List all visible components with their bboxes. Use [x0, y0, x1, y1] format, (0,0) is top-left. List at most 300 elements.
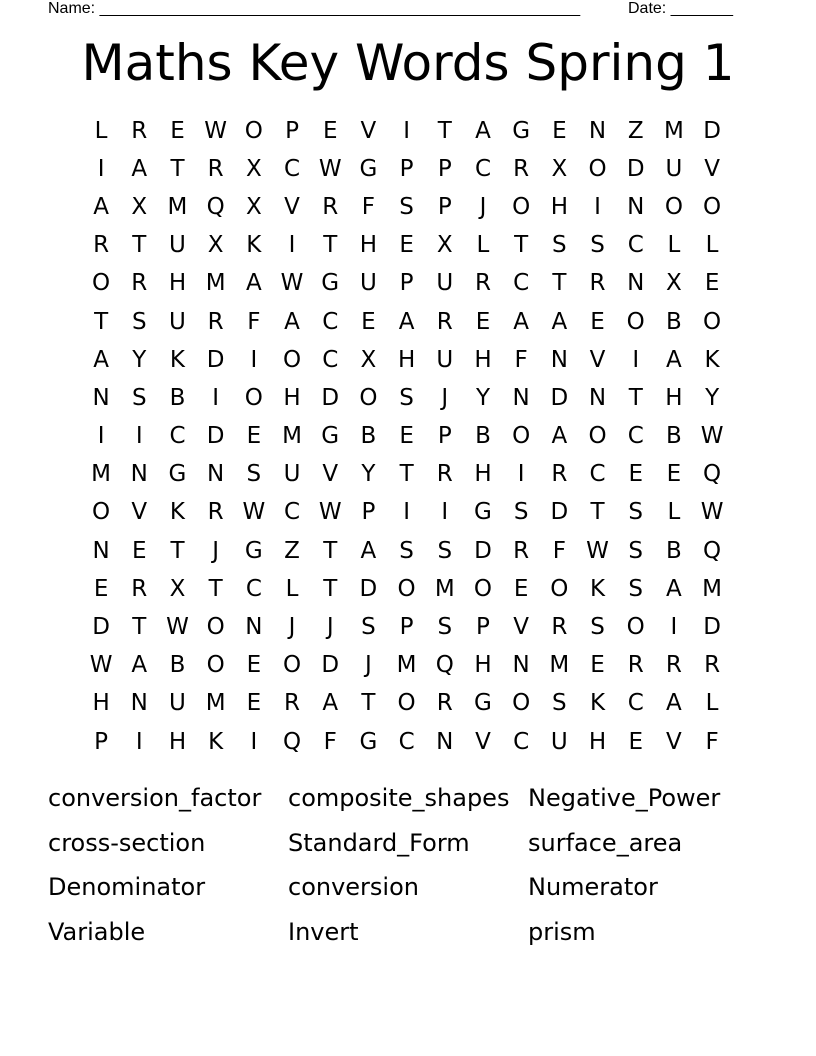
grid-letter[interactable]: I: [250, 346, 258, 373]
grid-letter[interactable]: N: [207, 461, 225, 488]
grid-letter[interactable]: T: [132, 614, 147, 641]
grid-letter[interactable]: X: [245, 193, 262, 220]
grid-letter[interactable]: I: [250, 728, 258, 755]
name-field[interactable]: Name: ______________________________________________________: [48, 0, 581, 17]
word-list-item: composite_shapes: [288, 784, 510, 812]
grid-letter[interactable]: S: [131, 384, 147, 411]
grid-letter[interactable]: O: [397, 575, 416, 602]
grid-letter[interactable]: G: [321, 270, 340, 297]
word-list-item: conversion: [288, 873, 419, 901]
grid-letter[interactable]: T: [323, 232, 338, 259]
grid-letter[interactable]: V: [666, 728, 682, 755]
grid-letter[interactable]: D: [550, 384, 569, 411]
grid-letter[interactable]: M: [282, 423, 302, 450]
grid-letter[interactable]: C: [627, 423, 644, 450]
grid-letter[interactable]: W: [89, 652, 113, 679]
grid-letter[interactable]: N: [130, 690, 148, 717]
grid-letter[interactable]: M: [205, 270, 226, 297]
grid-letter[interactable]: J: [441, 384, 449, 411]
grid-letter[interactable]: A: [93, 346, 109, 373]
grid-letter[interactable]: J: [212, 537, 220, 564]
grid-letter[interactable]: H: [588, 728, 607, 755]
grid-letter[interactable]: U: [169, 232, 186, 259]
grid-letter[interactable]: L: [705, 232, 719, 259]
grid-letter[interactable]: O: [206, 652, 225, 679]
grid-letter[interactable]: H: [168, 728, 187, 755]
grid-letter[interactable]: T: [437, 117, 452, 144]
grid-letter[interactable]: E: [513, 575, 529, 602]
grid-letter[interactable]: E: [322, 117, 338, 144]
grid-letter[interactable]: O: [244, 384, 263, 411]
grid-letter[interactable]: L: [285, 575, 299, 602]
grid-letter[interactable]: X: [169, 575, 186, 602]
grid-letter[interactable]: G: [512, 117, 531, 144]
grid-letter[interactable]: M: [396, 652, 417, 679]
grid-letter[interactable]: A: [284, 308, 300, 335]
grid-letter[interactable]: A: [398, 308, 415, 335]
word-list-item: surface_area: [528, 828, 683, 857]
grid-letter[interactable]: N: [627, 193, 645, 220]
grid-letter[interactable]: P: [437, 155, 452, 182]
grid-letter[interactable]: A: [666, 690, 682, 717]
grid-letter[interactable]: O: [244, 117, 263, 144]
grid-letter[interactable]: R: [207, 499, 224, 526]
grid-letter[interactable]: R: [131, 270, 148, 297]
grid-letter[interactable]: P: [94, 728, 109, 755]
page-title: Maths Key Words Spring 1: [81, 34, 735, 92]
grid-letter[interactable]: A: [513, 308, 530, 335]
grid-letter[interactable]: U: [283, 461, 301, 488]
grid-letter[interactable]: O: [92, 270, 111, 297]
grid-letter[interactable]: A: [360, 537, 377, 564]
grid-letter[interactable]: A: [245, 270, 262, 297]
grid-letter[interactable]: D: [703, 117, 721, 144]
grid-letter[interactable]: I: [135, 728, 143, 755]
grid-letter[interactable]: C: [398, 728, 415, 755]
grid-letter[interactable]: G: [474, 690, 492, 717]
grid-letter[interactable]: C: [284, 155, 301, 182]
grid-letter[interactable]: D: [626, 155, 645, 182]
grid-letter[interactable]: H: [665, 384, 683, 411]
grid-letter[interactable]: O: [626, 614, 645, 641]
grid-letter[interactable]: O: [512, 690, 531, 717]
grid-letter[interactable]: E: [666, 461, 682, 488]
grid-letter[interactable]: K: [589, 690, 606, 717]
grid-letter[interactable]: Y: [132, 346, 147, 373]
grid-letter[interactable]: V: [513, 614, 530, 641]
grid-letter[interactable]: F: [361, 193, 376, 220]
grid-letter[interactable]: R: [322, 193, 339, 220]
grid-letter[interactable]: B: [169, 652, 186, 679]
grid-letter[interactable]: P: [399, 155, 414, 182]
grid-letter[interactable]: I: [288, 232, 296, 259]
grid-letter[interactable]: N: [627, 270, 645, 297]
word-list-item: conversion_factor: [48, 784, 262, 812]
grid-letter[interactable]: W: [700, 423, 724, 450]
grid-letter[interactable]: S: [552, 690, 567, 717]
grid-letter[interactable]: W: [318, 499, 342, 526]
grid-letter[interactable]: C: [589, 461, 606, 488]
grid-letter[interactable]: R: [207, 308, 224, 335]
grid-letter[interactable]: N: [512, 384, 530, 411]
grid-letter[interactable]: O: [703, 193, 722, 220]
grid-letter[interactable]: R: [474, 270, 491, 297]
grid-letter[interactable]: W: [586, 537, 609, 564]
grid-letter[interactable]: X: [245, 155, 262, 182]
grid-letter[interactable]: Z: [627, 117, 644, 144]
grid-letter[interactable]: G: [321, 423, 340, 450]
grid-letter[interactable]: I: [441, 499, 449, 526]
grid-letter[interactable]: I: [594, 193, 601, 220]
grid-letter[interactable]: J: [365, 652, 372, 679]
grid-letter[interactable]: T: [170, 155, 185, 182]
grid-letter[interactable]: P: [285, 117, 299, 144]
grid-letter[interactable]: A: [551, 308, 568, 335]
grid-letter[interactable]: Q: [206, 193, 225, 220]
grid-letter[interactable]: M: [434, 575, 455, 602]
grid-letter[interactable]: J: [288, 614, 296, 641]
grid-letter[interactable]: E: [361, 308, 376, 335]
grid-letter[interactable]: P: [476, 614, 490, 641]
grid-letter[interactable]: R: [665, 652, 682, 679]
grid-letter[interactable]: U: [436, 346, 454, 373]
grid-letter[interactable]: P: [437, 193, 452, 220]
grid-letter[interactable]: M: [549, 652, 570, 679]
grid-letter[interactable]: G: [244, 537, 263, 564]
grid-letter[interactable]: R: [551, 461, 568, 488]
grid-letter[interactable]: E: [590, 652, 605, 679]
grid-letter[interactable]: X: [666, 270, 682, 297]
header-line: [48, 0, 748, 20]
letter-grid[interactable]: [82, 112, 731, 761]
grid-letter[interactable]: A: [666, 575, 682, 602]
word-list: [48, 776, 768, 954]
grid-letter[interactable]: P: [399, 614, 414, 641]
grid-letter[interactable]: H: [92, 690, 110, 717]
grid-letter[interactable]: B: [666, 308, 682, 335]
grid-letter[interactable]: R: [207, 155, 224, 182]
grid-letter[interactable]: Y: [475, 384, 490, 411]
grid-letter[interactable]: I: [403, 499, 410, 526]
grid-letter[interactable]: D: [474, 537, 492, 564]
grid-letter[interactable]: R: [513, 155, 530, 182]
grid-letter[interactable]: N: [550, 346, 568, 373]
grid-letter[interactable]: C: [627, 232, 644, 259]
grid-letter[interactable]: R: [551, 614, 568, 641]
grid-letter[interactable]: S: [131, 308, 147, 335]
grid-letter[interactable]: S: [590, 614, 605, 641]
grid-letter[interactable]: D: [92, 614, 110, 641]
grid-letter[interactable]: O: [703, 308, 722, 335]
grid-letter[interactable]: E: [246, 690, 262, 717]
grid-letter[interactable]: F: [705, 728, 719, 755]
grid-letter[interactable]: W: [242, 499, 266, 526]
grid-letter[interactable]: U: [169, 690, 186, 717]
grid-letter[interactable]: A: [131, 652, 148, 679]
grid-letter[interactable]: T: [514, 232, 529, 259]
grid-letter[interactable]: A: [131, 155, 148, 182]
grid-letter[interactable]: R: [704, 652, 721, 679]
grid-letter[interactable]: K: [208, 728, 224, 755]
grid-letter[interactable]: X: [207, 232, 224, 259]
grid-letter[interactable]: D: [359, 575, 378, 602]
grid-letter[interactable]: B: [666, 537, 682, 564]
grid-letter[interactable]: E: [93, 575, 109, 602]
grid-letter[interactable]: H: [359, 232, 378, 259]
grid-letter[interactable]: J: [326, 614, 334, 641]
grid-letter[interactable]: U: [665, 155, 683, 182]
grid-letter[interactable]: S: [437, 614, 453, 641]
grid-letter[interactable]: L: [94, 117, 108, 144]
grid-letter[interactable]: H: [474, 461, 492, 488]
grid-letter[interactable]: O: [282, 652, 302, 679]
grid-letter[interactable]: X: [551, 155, 568, 182]
grid-letter[interactable]: L: [705, 690, 719, 717]
grid-letter[interactable]: A: [475, 117, 491, 144]
grid-letter[interactable]: B: [475, 423, 491, 450]
grid-letter[interactable]: L: [476, 232, 490, 259]
grid-letter[interactable]: E: [628, 728, 643, 755]
grid-letter[interactable]: O: [588, 423, 607, 450]
grid-letter[interactable]: E: [552, 117, 567, 144]
grid-letter[interactable]: I: [97, 423, 105, 450]
grid-letter[interactable]: V: [284, 193, 300, 220]
grid-letter[interactable]: H: [397, 346, 416, 373]
grid-letter[interactable]: Q: [435, 652, 454, 679]
grid-letter[interactable]: O: [359, 384, 378, 411]
grid-letter[interactable]: L: [667, 232, 681, 259]
grid-letter[interactable]: V: [322, 461, 339, 488]
grid-letter[interactable]: F: [247, 308, 261, 335]
grid-letter[interactable]: O: [512, 193, 531, 220]
grid-letter[interactable]: S: [628, 499, 644, 526]
grid-letter[interactable]: G: [359, 728, 378, 755]
grid-letter[interactable]: E: [246, 652, 262, 679]
grid-letter[interactable]: R: [131, 117, 148, 144]
grid-letter[interactable]: X: [436, 232, 453, 259]
grid-letter[interactable]: M: [702, 575, 723, 602]
grid-letter[interactable]: E: [704, 270, 720, 297]
grid-letter[interactable]: W: [700, 499, 724, 526]
grid-letter[interactable]: I: [135, 423, 143, 450]
grid-letter[interactable]: R: [436, 308, 453, 335]
grid-letter[interactable]: H: [474, 652, 492, 679]
grid-letter[interactable]: B: [169, 384, 186, 411]
grid-letter[interactable]: N: [588, 117, 607, 144]
grid-letter[interactable]: T: [323, 575, 338, 602]
grid-letter[interactable]: Q: [282, 728, 302, 755]
grid-letter[interactable]: H: [550, 193, 568, 220]
grid-letter[interactable]: C: [474, 155, 491, 182]
grid-letter[interactable]: C: [513, 270, 530, 297]
grid-letter[interactable]: N: [588, 384, 607, 411]
grid-letter[interactable]: S: [246, 461, 262, 488]
grid-letter[interactable]: U: [550, 728, 568, 755]
grid-letter[interactable]: M: [91, 461, 112, 488]
grid-letter[interactable]: M: [167, 193, 188, 220]
grid-letter[interactable]: N: [92, 537, 110, 564]
grid-letter[interactable]: O: [626, 308, 645, 335]
grid-letter[interactable]: H: [168, 270, 187, 297]
grid-letter[interactable]: S: [628, 537, 644, 564]
grid-letter[interactable]: I: [97, 155, 105, 182]
grid-letter[interactable]: W: [280, 270, 304, 297]
grid-letter[interactable]: G: [168, 461, 187, 488]
grid-letter[interactable]: C: [322, 346, 339, 373]
grid-letter[interactable]: C: [284, 499, 301, 526]
grid-letter[interactable]: A: [93, 193, 109, 220]
date-field[interactable]: Date: _______: [628, 0, 733, 17]
grid-letter[interactable]: N: [512, 652, 530, 679]
grid-letter[interactable]: O: [206, 614, 225, 641]
grid-letter[interactable]: F: [323, 728, 337, 755]
grid-letter[interactable]: S: [399, 193, 414, 220]
grid-letter[interactable]: Y: [361, 461, 376, 488]
grid-letter[interactable]: E: [399, 232, 414, 259]
grid-letter[interactable]: D: [321, 384, 340, 411]
grid-letter[interactable]: M: [663, 117, 684, 144]
grid-letter[interactable]: N: [245, 614, 263, 641]
grid-letter[interactable]: T: [94, 308, 109, 335]
grid-letter[interactable]: T: [323, 537, 338, 564]
grid-letter[interactable]: W: [166, 614, 189, 641]
grid-letter[interactable]: S: [399, 384, 414, 411]
grid-letter[interactable]: S: [437, 537, 453, 564]
grid-letter[interactable]: V: [475, 728, 491, 755]
grid-letter[interactable]: G: [474, 499, 492, 526]
grid-letter[interactable]: S: [513, 499, 529, 526]
grid-letter[interactable]: A: [666, 346, 682, 373]
grid-letter[interactable]: N: [436, 728, 454, 755]
grid-letter[interactable]: B: [360, 423, 377, 450]
grid-letter[interactable]: W: [318, 155, 342, 182]
grid-letter[interactable]: T: [208, 575, 223, 602]
grid-letter[interactable]: T: [132, 232, 147, 259]
grid-letter[interactable]: Z: [284, 537, 300, 564]
grid-letter[interactable]: I: [670, 614, 678, 641]
grid-letter[interactable]: C: [513, 728, 530, 755]
grid-letter[interactable]: W: [204, 117, 228, 144]
grid-letter[interactable]: L: [667, 499, 681, 526]
grid-letter[interactable]: I: [403, 117, 410, 144]
grid-letter[interactable]: T: [170, 537, 185, 564]
grid-letter[interactable]: P: [399, 270, 414, 297]
grid-letter[interactable]: O: [550, 575, 569, 602]
grid-letter[interactable]: E: [132, 537, 147, 564]
grid-letter[interactable]: I: [212, 384, 220, 411]
grid-letter[interactable]: I: [517, 461, 525, 488]
grid-letter[interactable]: T: [399, 461, 414, 488]
grid-letter[interactable]: C: [627, 690, 644, 717]
grid-letter[interactable]: R: [513, 537, 530, 564]
grid-letter[interactable]: T: [361, 690, 376, 717]
grid-letter[interactable]: D: [206, 346, 225, 373]
grid-letter[interactable]: O: [397, 690, 416, 717]
grid-letter[interactable]: K: [169, 346, 186, 373]
grid-letter[interactable]: S: [399, 537, 414, 564]
grid-letter[interactable]: U: [169, 308, 186, 335]
grid-letter[interactable]: E: [475, 308, 491, 335]
grid-letter[interactable]: C: [322, 308, 339, 335]
grid-letter[interactable]: R: [627, 652, 644, 679]
grid-letter[interactable]: F: [552, 537, 566, 564]
grid-letter[interactable]: R: [436, 690, 453, 717]
grid-letter[interactable]: N: [130, 461, 148, 488]
grid-letter[interactable]: M: [205, 690, 226, 717]
grid-letter[interactable]: S: [361, 614, 376, 641]
grid-letter[interactable]: E: [399, 423, 414, 450]
grid-letter[interactable]: N: [92, 384, 110, 411]
grid-letter[interactable]: S: [590, 232, 605, 259]
grid-letter[interactable]: H: [283, 384, 301, 411]
grid-letter[interactable]: D: [206, 423, 225, 450]
grid-letter[interactable]: P: [437, 423, 452, 450]
grid-letter[interactable]: Y: [705, 384, 720, 411]
grid-letter[interactable]: G: [359, 155, 378, 182]
grid-letter[interactable]: X: [131, 193, 148, 220]
grid-letter[interactable]: V: [589, 346, 606, 373]
grid-letter[interactable]: E: [170, 117, 185, 144]
grid-letter[interactable]: R: [589, 270, 606, 297]
grid-letter[interactable]: A: [551, 423, 568, 450]
grid-letter[interactable]: D: [703, 614, 721, 641]
grid-letter[interactable]: Q: [703, 537, 722, 564]
grid-letter[interactable]: V: [704, 155, 720, 182]
grid-letter[interactable]: K: [246, 232, 262, 259]
grid-letter[interactable]: R: [284, 690, 301, 717]
grid-letter[interactable]: S: [552, 232, 567, 259]
grid-letter[interactable]: E: [590, 308, 605, 335]
grid-letter[interactable]: O: [664, 193, 683, 220]
grid-letter[interactable]: S: [628, 575, 644, 602]
grid-letter[interactable]: R: [93, 232, 110, 259]
grid-letter[interactable]: P: [361, 499, 376, 526]
grid-letter[interactable]: B: [666, 423, 682, 450]
grid-letter[interactable]: O: [588, 155, 607, 182]
grid-letter[interactable]: R: [436, 461, 453, 488]
grid-letter[interactable]: T: [552, 270, 567, 297]
grid-letter[interactable]: O: [512, 423, 531, 450]
grid-letter[interactable]: O: [473, 575, 493, 602]
grid-letter[interactable]: T: [590, 499, 605, 526]
grid-letter[interactable]: T: [628, 384, 643, 411]
grid-letter[interactable]: U: [436, 270, 454, 297]
grid-letter[interactable]: U: [359, 270, 377, 297]
grid-letter[interactable]: K: [589, 575, 606, 602]
grid-letter[interactable]: D: [550, 499, 569, 526]
grid-letter[interactable]: K: [169, 499, 186, 526]
grid-letter[interactable]: V: [360, 117, 377, 144]
grid-letter[interactable]: R: [131, 575, 148, 602]
grid-letter[interactable]: D: [321, 652, 340, 679]
grid-letter[interactable]: X: [360, 346, 377, 373]
grid-letter[interactable]: O: [282, 346, 302, 373]
grid-letter[interactable]: E: [246, 423, 262, 450]
grid-letter[interactable]: O: [92, 499, 111, 526]
grid-letter[interactable]: C: [169, 423, 186, 450]
grid-letter[interactable]: A: [322, 690, 339, 717]
grid-letter[interactable]: F: [514, 346, 528, 373]
grid-letter[interactable]: J: [479, 193, 487, 220]
grid-letter[interactable]: Q: [703, 461, 722, 488]
grid-letter[interactable]: E: [628, 461, 643, 488]
grid-letter[interactable]: C: [245, 575, 262, 602]
grid-letter[interactable]: V: [131, 499, 148, 526]
grid-letter[interactable]: K: [704, 346, 720, 373]
word-list-item: Denominator: [48, 873, 206, 901]
grid-letter[interactable]: I: [632, 346, 640, 373]
grid-letter[interactable]: H: [474, 346, 492, 373]
